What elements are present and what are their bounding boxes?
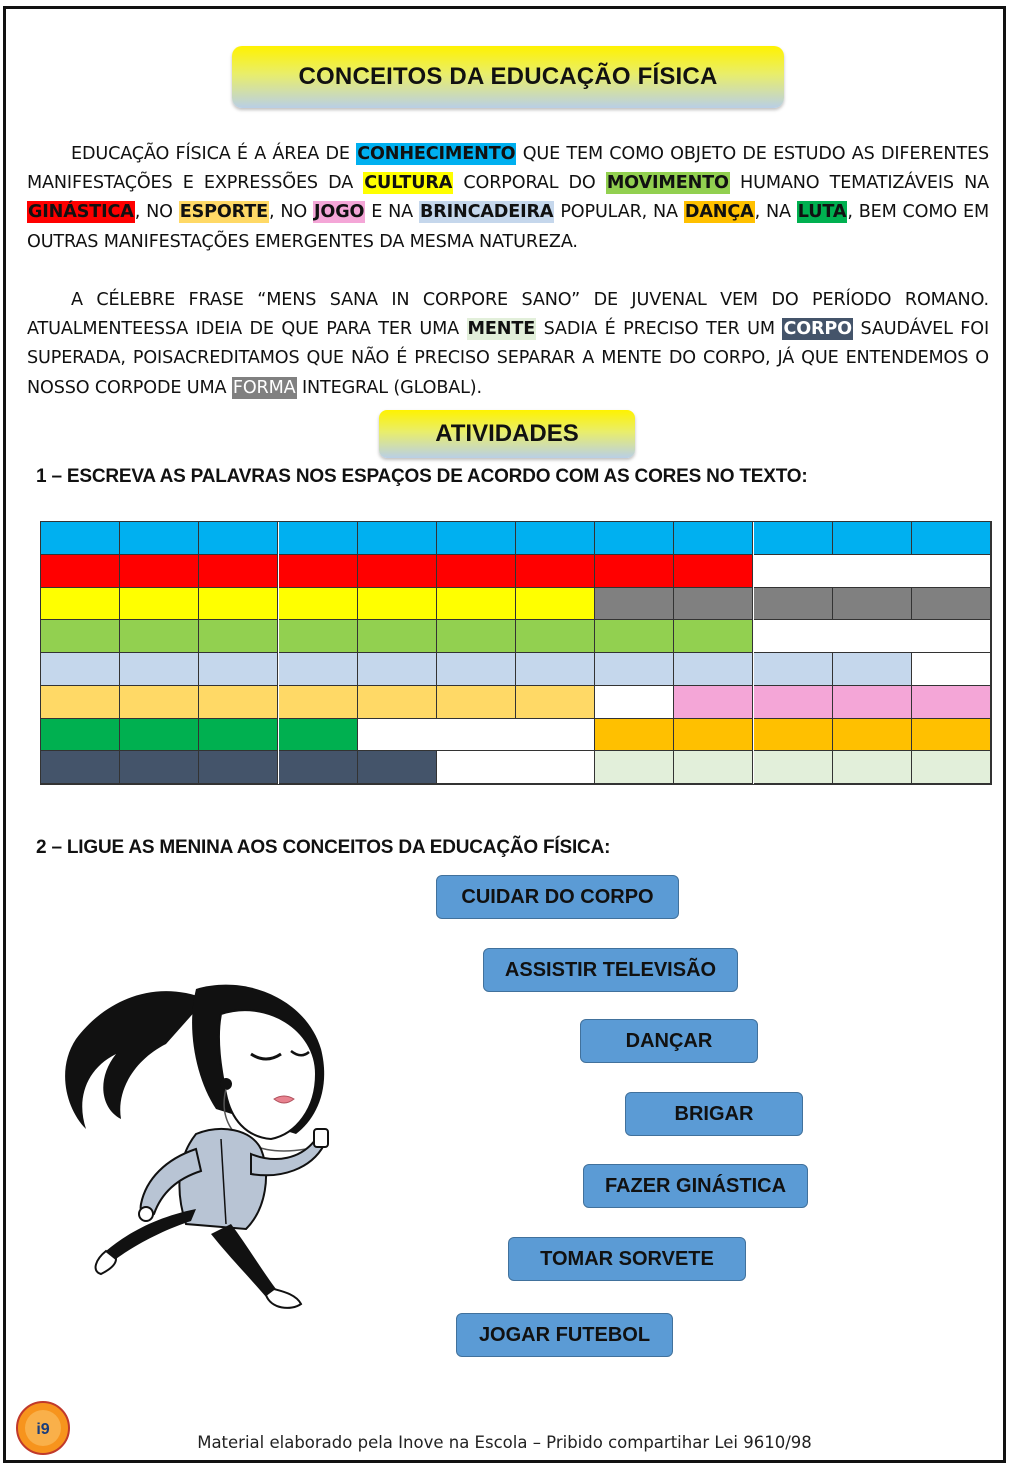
grid-cell[interactable] [41,719,120,752]
grid-cell [912,653,991,686]
highlight-luta: LUTA [797,202,847,223]
text: HUMANO TEMATIZÁVEIS NA [729,173,990,194]
grid-cell[interactable] [358,588,437,621]
grid-cell[interactable] [674,620,753,653]
grid-cell[interactable] [754,653,833,686]
highlight-movimento: MOVIMENTO [606,173,729,194]
highlight-brincadeira: BRINCADEIRA [419,202,554,223]
grid-cell [437,751,516,784]
concept-paragraph-2 [27,286,989,403]
grid-cell[interactable] [41,686,120,719]
grid-cell [516,719,595,752]
grid-cell[interactable] [279,620,358,653]
grid-cell[interactable] [120,588,199,621]
grid-cell[interactable] [279,653,358,686]
text: A CÉLEBRE FRASE “MENS SANA IN CORPORE SANO” DE JUVENAL VEM DO PERÍODO ROMANO. ATUALMENTEESSA IDEIA DE QUE PARA TER UMA [27,290,989,340]
highlight-conhecimento: CONHECIMENTO [357,144,516,164]
grid-cell [516,751,595,784]
grid-cell[interactable] [833,686,912,719]
grid-cell[interactable] [358,555,437,588]
grid-cell[interactable] [674,751,753,784]
grid-cell[interactable] [199,686,278,719]
running-girl-illustration [46,959,346,1319]
text: INTEGRAL (GLOBAL). [296,377,482,398]
grid-cell[interactable] [358,653,437,686]
grid-cell[interactable] [120,620,199,653]
grid-cell [437,719,516,752]
grid-cell[interactable] [358,522,437,555]
grid-cell[interactable] [674,653,753,686]
grid-cell[interactable] [199,620,278,653]
text: SAUDÁVEL FOI SUPERADA, POISACREDITAMOS QUE NÃO É PRECISO SEPARAR A MENTE DO CORPO, JÁ QUE ENTENDEMOS O NOSSO CORPODE UMA [27,319,989,398]
grid-cell[interactable] [754,719,833,752]
grid-cell[interactable] [199,719,278,752]
grid-cell[interactable] [279,751,358,784]
question-2: 2 – LIGUE AS MENINA AOS CONCEITOS DA EDUCAÇÃO FÍSICA: [36,837,611,858]
grid-cell [754,620,833,653]
grid-cell[interactable] [833,719,912,752]
grid-cell[interactable] [437,522,516,555]
concept-paragraph-1 [27,140,989,257]
grid-cell[interactable] [674,555,753,588]
grid-cell[interactable] [674,522,753,555]
grid-cell[interactable] [279,588,358,621]
grid-cell[interactable] [41,620,120,653]
grid-cell[interactable] [41,653,120,686]
grid-cell[interactable] [120,522,199,555]
grid-cell[interactable] [595,620,674,653]
grid-cell[interactable] [120,686,199,719]
grid-cell[interactable] [437,653,516,686]
grid-cell [595,686,674,719]
option-assistir-televisao[interactable]: ASSISTIR TELEVISÃO [483,948,738,992]
worksheet-page [3,6,1006,1463]
option-dancar[interactable]: DANÇAR [580,1019,758,1063]
grid-cell[interactable] [674,588,753,621]
option-cuidar-do-corpo[interactable]: CUIDAR DO CORPO [436,875,679,919]
grid-cell[interactable] [516,686,595,719]
highlight-forma: FORMA [232,377,296,398]
grid-cell[interactable] [358,620,437,653]
grid-cell[interactable] [754,588,833,621]
grid-cell[interactable] [516,620,595,653]
option-tomar-sorvete[interactable]: TOMAR SORVETE [508,1237,746,1281]
grid-cell[interactable] [41,751,120,784]
grid-cell[interactable] [279,555,358,588]
grid-cell[interactable] [516,522,595,555]
text: , NA [754,202,797,223]
grid-cell[interactable] [358,686,437,719]
grid-cell [912,555,991,588]
grid-cell[interactable] [912,719,991,752]
grid-cell[interactable] [437,588,516,621]
grid-cell[interactable] [279,522,358,555]
grid-cell[interactable] [754,751,833,784]
highlight-mente: MENTE [467,319,536,340]
option-brigar[interactable]: BRIGAR [625,1092,803,1136]
grid-cell[interactable] [833,588,912,621]
text: E NA [365,202,419,223]
grid-cell[interactable] [199,522,278,555]
grid-cell[interactable] [41,555,120,588]
grid-cell[interactable] [199,588,278,621]
grid-cell[interactable] [516,588,595,621]
text: CORPORAL DO [453,173,606,194]
grid-cell[interactable] [199,751,278,784]
grid-cell[interactable] [754,686,833,719]
grid-cell[interactable] [595,555,674,588]
text: , NO [134,202,179,223]
grid-cell[interactable] [437,555,516,588]
grid-cell [754,555,833,588]
grid-cell[interactable] [595,653,674,686]
logo-text: i9 [36,1421,50,1438]
text: , NO [269,202,314,223]
grid-cell[interactable] [833,751,912,784]
grid-cell[interactable] [912,751,991,784]
grid-cell[interactable] [595,588,674,621]
grid-cell[interactable] [516,653,595,686]
grid-cell[interactable] [912,686,991,719]
grid-cell[interactable] [595,719,674,752]
highlight-ginastica: GINÁSTICA [28,202,134,223]
grid-cell[interactable] [674,686,753,719]
grid-cell[interactable] [595,751,674,784]
text: POPULAR, NA [554,202,684,223]
highlight-esporte: ESPORTE [179,202,269,223]
grid-cell [912,620,991,653]
grid-cell[interactable] [120,719,199,752]
highlight-cultura: CULTURA [364,173,453,194]
option-jogar-futebol[interactable]: JOGAR FUTEBOL [456,1313,673,1357]
grid-cell[interactable] [358,751,437,784]
grid-cell[interactable] [437,686,516,719]
grid-cell [358,719,437,752]
text: , BEM COMO EM OUTRAS MANIFESTAÇÕES EMERGENTES DA MESMA NATUREZA. [27,202,989,252]
grid-cell[interactable] [199,653,278,686]
highlight-danca: DANÇA [684,202,754,223]
grid-cell [833,620,912,653]
highlight-corpo: CORPO [783,319,852,340]
grid-cell[interactable] [912,588,991,621]
grid-cell[interactable] [279,719,358,752]
grid-cell[interactable] [279,686,358,719]
text: SADIA É PRECISO TER UM [536,319,783,340]
grid-cell[interactable] [120,751,199,784]
grid-cell[interactable] [674,719,753,752]
highlight-jogo: JOGO [314,202,365,223]
grid-cell[interactable] [912,522,991,555]
grid-cell[interactable] [120,653,199,686]
grid-cell[interactable] [41,588,120,621]
grid-cell[interactable] [833,522,912,555]
footer-credit: Material elaborado pela Inove na Escola – Pribido compartihar Lei 9610/98 [197,1433,812,1452]
grid-cell[interactable] [199,555,278,588]
activities-title: ATIVIDADES [379,410,635,458]
text: QUE TEM COMO OBJETO DE ESTUDO AS DIFERENTES MANIFESTAÇÕES E EXPRESSÕES DA [27,144,990,194]
grid-cell [833,555,912,588]
grid-cell[interactable] [437,620,516,653]
grid-cell[interactable] [41,522,120,555]
grid-cell[interactable] [516,555,595,588]
text: EDUCAÇÃO FÍSICA É A ÁREA DE [71,144,357,164]
option-fazer-ginastica[interactable]: FAZER GINÁSTICA [583,1164,808,1208]
question-1: 1 – ESCREVA AS PALAVRAS NOS ESPAÇOS DE ACORDO COM AS CORES NO TEXTO: [36,466,808,487]
grid-cell[interactable] [120,555,199,588]
page-title: CONCEITOS DA EDUCAÇÃO FÍSICA [232,46,784,108]
grid-cell[interactable] [595,522,674,555]
color-answer-grid [40,521,992,785]
grid-cell[interactable] [754,522,833,555]
grid-cell[interactable] [833,653,912,686]
